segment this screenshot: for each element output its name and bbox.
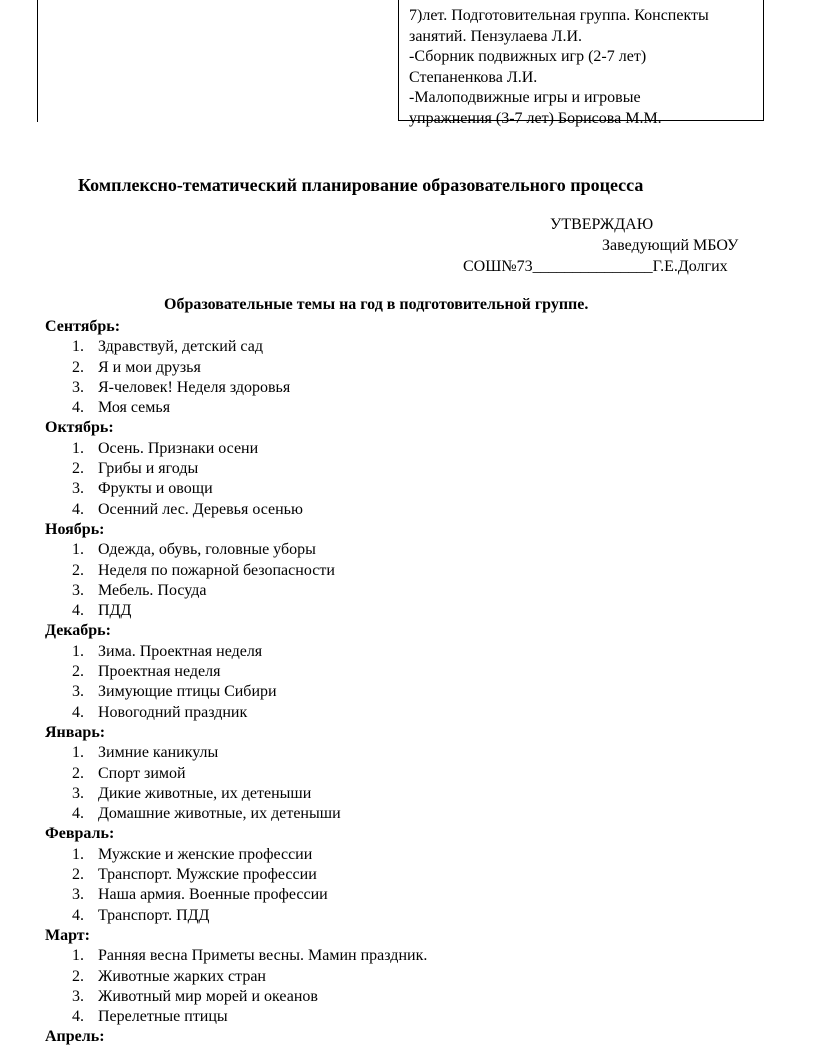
page-title: Комплексно-тематический планирование образовательного процесса bbox=[78, 175, 644, 195]
topic-text: Спорт зимой bbox=[98, 764, 186, 782]
topic-text: Моя семья bbox=[98, 399, 171, 417]
topic-number: 1. bbox=[72, 338, 84, 356]
topic-number: 2. bbox=[72, 866, 84, 884]
topic-text: Транспорт. ПДД bbox=[98, 906, 210, 924]
topic-item bbox=[45, 358, 785, 378]
topic-item bbox=[45, 601, 785, 621]
topic-number: 4. bbox=[72, 1008, 84, 1026]
topic-list bbox=[45, 540, 785, 621]
topic-text: Фрукты и овощи bbox=[98, 480, 213, 498]
topic-text: Транспорт. Мужские профессии bbox=[98, 866, 317, 884]
month-title: Март: bbox=[45, 926, 90, 944]
reference-line: занятий. Пензулаева Л.И. bbox=[409, 27, 582, 45]
topic-text: Я и мои друзья bbox=[98, 358, 201, 376]
topic-item bbox=[45, 967, 785, 987]
topic-text: Животный мир морей и океанов bbox=[98, 987, 318, 1005]
month-section bbox=[45, 520, 785, 621]
topic-number: 1. bbox=[72, 541, 84, 559]
topic-item bbox=[45, 581, 785, 601]
topic-text: Осень. Признаки осени bbox=[98, 439, 259, 457]
topic-number: 4. bbox=[72, 703, 84, 721]
topic-text: ПДД bbox=[98, 602, 132, 620]
month-title: Декабрь: bbox=[45, 622, 111, 640]
month-title: Февраль: bbox=[45, 825, 115, 843]
topic-item bbox=[45, 378, 785, 398]
topic-list bbox=[45, 337, 785, 418]
topic-number: 2. bbox=[72, 663, 84, 681]
topic-number: 3. bbox=[72, 784, 84, 802]
topic-item bbox=[45, 540, 785, 560]
topic-item bbox=[45, 906, 785, 926]
topic-text: Дикие животные, их детеныши bbox=[98, 784, 312, 802]
reference-line: 7)лет. Подготовительная группа. Конспекты bbox=[409, 7, 709, 24]
month-section bbox=[45, 418, 785, 519]
margin-rule-line bbox=[37, 0, 38, 122]
topic-list bbox=[45, 439, 785, 520]
topic-item bbox=[45, 337, 785, 357]
topic-text: Перелетные птицы bbox=[98, 1008, 228, 1026]
topic-list bbox=[45, 642, 785, 723]
month-section bbox=[45, 1027, 785, 1047]
approval-signature-line: СОШ№73_______________Г.Е.Долгих bbox=[463, 258, 728, 275]
topic-number: 4. bbox=[72, 399, 84, 417]
topic-item bbox=[45, 682, 785, 702]
topic-number: 4. bbox=[72, 805, 84, 823]
topic-item bbox=[45, 561, 785, 581]
topic-text: Ранняя весна Приметы весны. Мамин праздник. bbox=[98, 947, 428, 965]
topic-text: Одежда, обувь, головные уборы bbox=[98, 541, 316, 559]
topic-item bbox=[45, 1007, 785, 1027]
month-title: Апрель: bbox=[45, 1028, 105, 1046]
topic-text: Осенний лес. Деревья осенью bbox=[98, 500, 303, 518]
topic-text: Я-человек! Неделя здоровья bbox=[98, 378, 291, 396]
topic-item bbox=[45, 764, 785, 784]
topic-list bbox=[45, 743, 785, 824]
reference-line: -Малоподвижные игры и игровые bbox=[409, 89, 641, 106]
topic-list bbox=[45, 946, 785, 1027]
topic-item bbox=[45, 743, 785, 763]
topic-text: Мужские и женские профессии bbox=[98, 845, 313, 863]
topic-item bbox=[45, 885, 785, 905]
topic-item bbox=[45, 459, 785, 479]
topic-item bbox=[45, 804, 785, 824]
topic-item bbox=[45, 500, 785, 520]
topic-text: Наша армия. Военные профессии bbox=[98, 886, 328, 904]
topic-text: Неделя по пожарной безопасности bbox=[98, 561, 335, 579]
section-subtitle: Образовательные темы на год в подготовительной группе. bbox=[164, 296, 589, 313]
topic-text: Мебель. Посуда bbox=[98, 581, 207, 599]
topic-item bbox=[45, 662, 785, 682]
topic-number: 2. bbox=[72, 561, 84, 579]
topic-number: 3. bbox=[72, 378, 84, 396]
month-title: Январь: bbox=[45, 723, 106, 741]
month-title: Ноябрь: bbox=[45, 520, 105, 538]
approval-position: Заведующий МБОУ bbox=[602, 237, 739, 254]
topic-number: 2. bbox=[72, 967, 84, 985]
topic-item bbox=[45, 946, 785, 966]
topic-text: Животные жарких стран bbox=[98, 967, 266, 985]
topic-text: Новогодний праздник bbox=[98, 703, 248, 721]
topic-item bbox=[45, 439, 785, 459]
month-section bbox=[45, 926, 785, 1027]
approval-heading: УТВЕРЖДАЮ bbox=[550, 216, 654, 233]
topic-number: 4. bbox=[72, 602, 84, 620]
topic-item bbox=[45, 784, 785, 804]
month-section bbox=[45, 621, 785, 722]
month-title: Сентябрь: bbox=[45, 318, 121, 335]
month-section bbox=[45, 723, 785, 824]
topic-number: 1. bbox=[72, 845, 84, 863]
topic-text: Грибы и ягоды bbox=[98, 460, 199, 478]
topic-item bbox=[45, 642, 785, 662]
topic-item bbox=[45, 987, 785, 1007]
reference-line: -Сборник подвижных игр (2-7 лет) bbox=[409, 48, 647, 65]
topic-number: 1. bbox=[72, 642, 84, 660]
topic-list bbox=[45, 845, 785, 926]
month-section bbox=[45, 317, 785, 418]
month-section bbox=[45, 824, 785, 925]
topic-text: Зимние каникулы bbox=[98, 744, 219, 762]
topic-number: 4. bbox=[72, 500, 84, 518]
topic-number: 1. bbox=[72, 439, 84, 457]
topic-number: 1. bbox=[72, 744, 84, 762]
topic-number: 2. bbox=[72, 460, 84, 478]
reference-box bbox=[398, 0, 764, 127]
topic-number: 4. bbox=[72, 906, 84, 924]
topic-item bbox=[45, 479, 785, 499]
topic-item bbox=[45, 398, 785, 418]
topic-number: 3. bbox=[72, 581, 84, 599]
topic-number: 3. bbox=[72, 886, 84, 904]
topic-number: 2. bbox=[72, 358, 84, 376]
month-title: Октябрь: bbox=[45, 419, 114, 437]
topic-number: 3. bbox=[72, 683, 84, 701]
topic-item bbox=[45, 703, 785, 723]
topic-number: 3. bbox=[72, 480, 84, 498]
topic-text: Здравствуй, детский сад bbox=[98, 338, 263, 356]
topic-item bbox=[45, 865, 785, 885]
topic-text: Домашние животные, их детеныши bbox=[98, 805, 341, 823]
reference-line: упражнения (3-7 лет) Борисова М.М. bbox=[409, 109, 662, 127]
topic-text: Зима. Проектная неделя bbox=[98, 642, 263, 660]
topic-number: 1. bbox=[72, 947, 84, 965]
month-list bbox=[45, 317, 785, 1048]
topic-text: Проектная неделя bbox=[98, 663, 221, 681]
topic-number: 3. bbox=[72, 987, 84, 1005]
topic-number: 2. bbox=[72, 764, 84, 782]
topic-text: Зимующие птицы Сибири bbox=[98, 683, 277, 701]
topic-item bbox=[45, 845, 785, 865]
reference-line: Степаненкова Л.И. bbox=[409, 68, 538, 86]
